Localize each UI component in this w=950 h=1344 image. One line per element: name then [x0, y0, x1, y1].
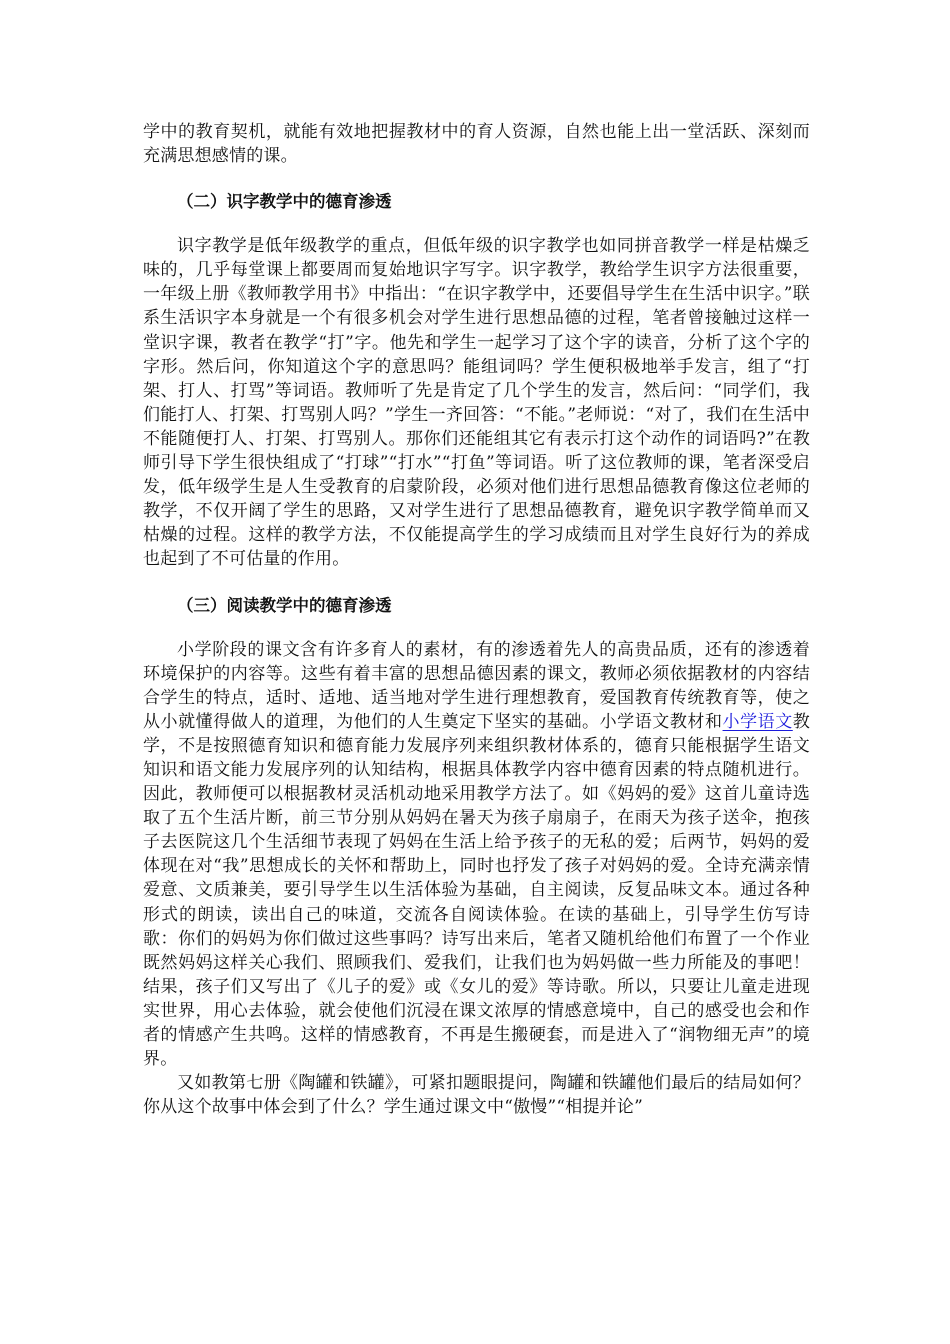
paragraph-example-seventh-book: 又如教第七册《陶罐和铁罐》，可紧扣题眼提问，陶罐和铁罐他们最后的结局如何？你从这个故事中体会到了什么？学生通过课文中“傲慢”“相提并论” [143, 1073, 810, 1118]
document-page [143, 120, 810, 1119]
paragraph-text-before-link: 小学阶段的课文含有许多育人的素材，有的渗透着先人的高贵品质，还有的渗透着环境保护的内容等。这些有着丰富的思想品德因素的课文，教师必须依据教材的内容结合学生的特点，适时、适地、适当地对学生进行理想教育，爱国教育传统教育等，使之从小就懂得做人的道理，为他们的人生奠定下坚实的基础。小学语文教材和 [143, 639, 810, 732]
paragraph-continuation: 学中的教育契机，就能有效地把握教材中的育人资源，自然也能上出一堂活跃、深刻而充满思想感情的课。 [143, 122, 810, 167]
paragraph-text-after-link: 教学，不是按照德育知识和德育能力发展序列来组织教材体系的，德育只能根据学生语文知识和语文能力发展序列的认知结构，根据具体教学内容中德育因素的特点随机进行。因此，教师便可以根据教材灵活机动地采用教学方法了。如《妈妈的爱》这首儿童诗选取了五个生活片断，前三节分别从妈妈在暑天为孩子扇扇子，在雨天为孩子送伞，抱孩子去医院这几个生活细节表现了妈妈在生活上给予孩子的无私的爱；后两节，妈妈的爱体现在对“我”思想成长的关怀和帮助上，同时也抒发了孩子对妈妈的爱。全诗充满亲情爱意、文质兼美，要引导学生以生活体验为基础，自主阅读，反复品味文本。通过各种形式的朗读，读出自己的味道，交流各自阅读体验。在读的基础上，引导学生仿写诗歌：你们的妈妈为你们做过这些事吗？诗写出来后，笔者又随机给他们布置了一个作业既然妈妈这样关心我们、照顾我们、爱我们，让我们也为妈妈做一些力所能及的事吧！结果，孩子们又写出了《儿子的爱》或《女儿的爱》等诗歌。所以，只要让儿童走进现实世界，用心去体验，就会使他们沉浸在课文浓厚的情感意境中，自己的感受也会和作者的情感产生共鸣。这样的情感教育，不再是生搬硬套，而是进入了“润物细无声”的境界。 [143, 711, 810, 1070]
paragraph-literacy-teaching: 识字教学是低年级教学的重点，但低年级的识字教学也如同拼音教学一样是枯燥乏味的，几乎每堂课上都要周而复始地识字写字。识字教学，教给学生识字方法很重要，一年级上册《教师教学用书》中指出：“在识字教学中，还要倡导学生在生活中识字。”联系生活识字本身就是一个有很多机会对学生进行思想品德的过程，笔者曾接触过这样一堂识字课，教者在教学“打”字。他先和学生一起学习了这个字的读音，分析了这个字的字形。然后问，你知道这个字的意思吗？能组词吗？学生便积极地举手发言，组了“打架、打人、打骂”等词语。教师听了先是肯定了几个学生的发言，然后问：“同学们，我们能打人、打架、打骂别人吗？”学生一齐回答：“不能。”老师说：“对了，我们在生活中不能随便打人、打架、打骂别人。那你们还能组其它有表示打这个动作的词语吗?”在教师引导下学生很快组成了“打球”“打水”“打鱼”等词语。听了这位教师的课，笔者深受启发，低年级学生是人生受教育的启蒙阶段，必须对他们进行思想品德教育像这位老师的教学，不仅开阔了学生的思路，又对学生进行了思想品德教育，避免识字教学简单而又枯燥的过程。这样的教学方法，不仅能提高学生的学习成绩而且对学生良好行为的养成也起到了不可估量的作用。 [143, 236, 811, 570]
primary-chinese-link[interactable]: 小学语文 [722, 711, 793, 732]
section-heading-reading: （三）阅读教学中的德育渗透 [177, 595, 392, 615]
section-heading-literacy: （二）识字教学中的德育渗透 [177, 192, 392, 212]
paragraph-reading-teaching [143, 638, 810, 1072]
